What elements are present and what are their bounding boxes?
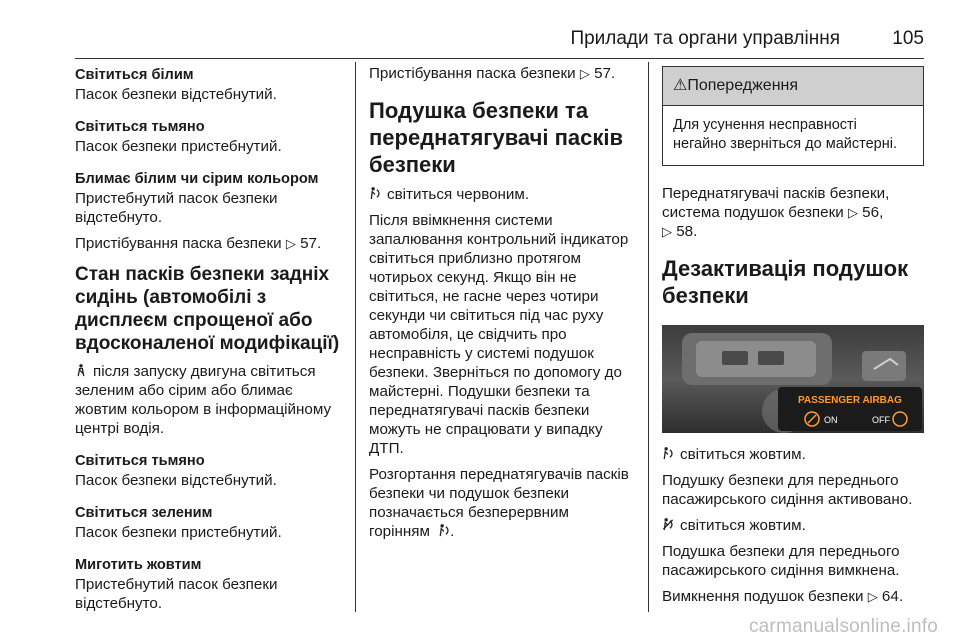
warning-text: Для усунення несправності негайно зверніться до майстерні. <box>673 117 897 152</box>
reference-page: 56, <box>862 204 884 221</box>
status-text: Пристебнутий пасок безпеки відстебнуто. <box>75 576 278 612</box>
lamp-status-text: світиться жовтим. <box>680 517 806 534</box>
section-heading: Подушка безпеки та переднатягувачі пасків безпеки <box>369 98 624 177</box>
intro-paragraph <box>75 362 347 438</box>
reference-text: Переднатягувачі пасків безпеки, система подушок безпеки <box>662 185 890 221</box>
status-text: Пасок безпеки пристебнутий. <box>75 138 282 155</box>
warning-header <box>663 67 923 106</box>
reference-text: Вимкнення подушок безпеки <box>662 588 864 605</box>
cross-reference <box>369 64 633 83</box>
reference-text: Пристібування паска безпеки <box>75 235 282 252</box>
reference-arrow-icon: ▷ <box>847 205 858 220</box>
section-heading: Стан пасків безпеки задніх сидінь (автомобілі з дисплеєм спрощеної або вдосконаленої модифікації) <box>75 264 340 354</box>
lamp-status <box>662 445 924 464</box>
body-paragraph: Після ввімкнення системи запалювання контрольний індикатор світиться приблизно протягом чотирьох секунд. Якщо він не світиться, не гасне через чотири секунди чи світиться під час руху автомобіля, це свідчить про несправність у системі подушок безпеки. Зверніться по допомогу до майстерні. Подушки безпеки та переднатягувачі пасків безпеки можуть не спрацювати у випадку ДТП. <box>369 212 629 457</box>
warning-box <box>662 66 924 166</box>
lamp-status <box>369 185 633 204</box>
body-text: Розгортання переднатягувачів пасків безпеки чи подушок безпеки позначається безперервним горінням <box>369 466 629 540</box>
passenger-airbag-indicator-photo <box>662 325 924 433</box>
middle-column <box>369 62 633 612</box>
reference-page: 64. <box>881 588 904 605</box>
reference-arrow-icon: ▷ <box>579 66 590 81</box>
body-paragraph: Подушка безпеки для переднього пасажирського сидіння вимкнена. <box>662 543 900 579</box>
airbag-off-icon <box>662 518 674 531</box>
airbag-warning-icon <box>369 187 381 200</box>
section-heading: Дезактивація подушок безпеки <box>662 256 909 308</box>
status-text: Пасок безпеки відстебнутий. <box>75 472 277 489</box>
reference-arrow-icon: ▷ <box>662 224 672 239</box>
photo-off-label: OFF <box>872 415 890 425</box>
reference-page: 58. <box>676 223 698 240</box>
right-column <box>662 62 924 612</box>
reference-text: Пристібування паска безпеки <box>369 65 576 82</box>
page-title: Прилади та органи управління <box>570 28 840 49</box>
rear-seatbelt-icon <box>75 364 87 377</box>
cross-reference <box>662 184 924 241</box>
warning-title: Попередження <box>687 77 799 94</box>
reference-page: 57. <box>300 235 322 252</box>
left-column <box>75 62 347 612</box>
status-text: Пасок безпеки відстебнутий. <box>75 86 277 103</box>
airbag-on-icon <box>662 447 674 460</box>
column-divider-left <box>355 62 356 612</box>
lamp-status <box>662 516 924 535</box>
watermark: carmanualsonline.info <box>748 616 938 637</box>
status-label: Світиться зеленим <box>75 505 213 521</box>
status-label: Світиться тьмяно <box>75 119 205 135</box>
warning-triangle-icon: ⚠ <box>673 77 688 94</box>
cross-reference <box>75 234 347 253</box>
page-header <box>75 20 924 59</box>
reference-page: 57. <box>594 65 616 82</box>
cross-reference <box>662 587 924 606</box>
status-text: Пристебнутий пасок безпеки відстебнуто. <box>75 190 278 226</box>
body-paragraph: Подушку безпеки для переднього пасажирського сидіння активовано. <box>662 472 913 508</box>
status-text: Пасок безпеки пристебнутий. <box>75 524 282 541</box>
photo-on-label: ON <box>824 415 838 425</box>
status-label: Блимає білим чи сірим кольором <box>75 171 319 187</box>
lamp-status-text: світиться жовтим. <box>680 446 806 463</box>
reference-arrow-icon: ▷ <box>867 589 878 604</box>
status-label: Миготить жовтим <box>75 557 202 573</box>
status-label: Світиться тьмяно <box>75 453 205 469</box>
reference-arrow-icon: ▷ <box>285 236 296 251</box>
status-label: Світиться білим <box>75 67 194 83</box>
body-paragraph: Розгортання переднатягувачів пасків безпеки чи подушок безпеки позначається безперервним горінням . <box>369 466 629 540</box>
column-divider-right <box>648 62 649 612</box>
airbag-warning-icon <box>438 524 450 537</box>
lamp-status-text: світиться червоним. <box>387 186 530 203</box>
page-number: 105 <box>892 28 924 49</box>
intro-text: після запуску двигуна світиться зеленим або сірим або блимає жовтим кольором в інформаційному центрі водія. <box>75 363 332 437</box>
photo-label: PASSENGER AIRBAG <box>798 395 902 406</box>
